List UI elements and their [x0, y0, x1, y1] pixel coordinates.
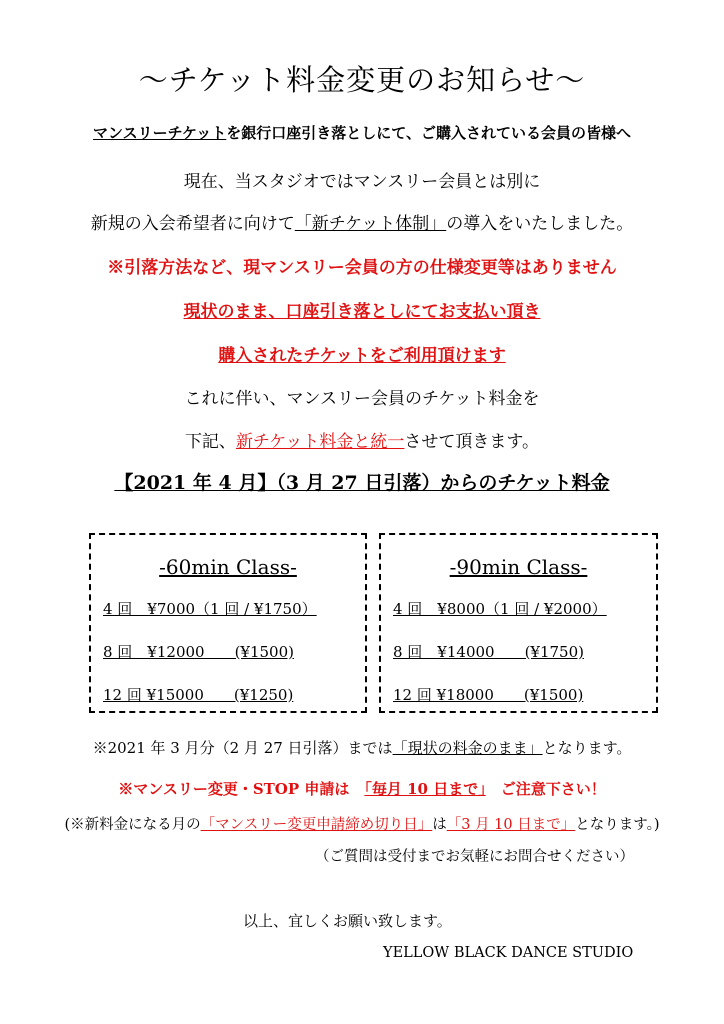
plan-row: 12 回 ¥15000 (¥1250) [103, 686, 294, 704]
subtitle [0, 122, 724, 143]
plan-row: 4 回 ¥7000（1 回 / ¥1750） [103, 600, 317, 618]
plan-title-90min: -90min Class- [449, 555, 588, 579]
notice-line-3: 購入されたチケットをご利用頂けます [218, 346, 506, 366]
change-line-1: これに伴い、マンスリー会員のチケット料金を [184, 389, 540, 409]
change-line-2-pre: 下記、 [184, 432, 236, 452]
footnote [0, 737, 724, 758]
change-line-2 [0, 427, 724, 452]
notice-line-2: 現状のまま、口座引き落としにてお支払い頂き [183, 302, 541, 322]
stop-notice-post: ご注意下さい！ [485, 780, 606, 798]
stop-notice-underlined: 「毎月 10 日まで」 [364, 780, 486, 798]
deadline-note-part: は [432, 817, 447, 833]
plan-row: 12 回 ¥18000 (¥1500) [393, 686, 584, 704]
plan-title-60min: -60min Class- [159, 555, 297, 579]
plan-row: 8 回 ¥14000 (¥1750) [393, 643, 584, 661]
stop-notice [0, 778, 724, 799]
intro-line-2-underlined: 「新チケット体制」 [294, 214, 447, 234]
plan-box-90min [379, 533, 658, 713]
inquiry-note: （ご質問は受付までお気軽にお問合せください） [315, 849, 634, 865]
footnote-pre: ※2021 年 3 月分（2 月 27 日引落）までは [92, 739, 393, 757]
footnote-post: となります。 [542, 739, 632, 757]
studio-name: YELLOW BLACK DANCE STUDIO [383, 945, 634, 961]
change-line-2-post: させて頂きます。 [404, 432, 540, 452]
intro-line-2 [0, 209, 724, 234]
plan-row: 8 回 ¥12000 (¥1500) [103, 643, 294, 661]
intro-line-2-post: の導入をいたしました。 [446, 214, 634, 234]
footnote-underlined: 「現状の料金のまま」 [392, 739, 543, 757]
subtitle-rest: を銀行口座引き落としにて、ご購入されている会員の皆様へ [226, 124, 631, 142]
intro-line-2-pre: 新規の入会希望者に向けて [90, 214, 295, 234]
page-title: ～チケット料金変更のお知らせ～ [138, 63, 586, 97]
intro-line-1: 現在、当スタジオではマンスリー会員とは別に [183, 172, 541, 192]
deadline-note-red: 「マンスリー変更申請締め切り日」 [200, 817, 433, 833]
notice-line-1: ※引落方法など、現マンスリー会員の方の仕様変更等はありません [107, 258, 617, 278]
pricing-heading: 【2021 年 4 月】（3 月 27 日引落）からのチケット料金 [114, 472, 610, 494]
change-line-2-red: 新チケット料金と統一 [235, 432, 405, 452]
deadline-note-part: となります。) [575, 817, 660, 833]
deadline-note [0, 813, 724, 834]
closing-text: 以上、宜しくお願い致します。 [243, 912, 452, 930]
deadline-note-red: 「3 月 10 日まで」 [446, 817, 576, 833]
subtitle-underlined: マンスリーチケット [93, 124, 227, 142]
stop-notice-pre: ※マンスリー変更・STOP 申請は [118, 780, 365, 798]
plan-box-60min [89, 533, 367, 713]
plan-row: 4 回 ¥8000（1 回 / ¥2000） [393, 600, 607, 618]
deadline-note-part: (※新料金になる月の [64, 817, 201, 833]
